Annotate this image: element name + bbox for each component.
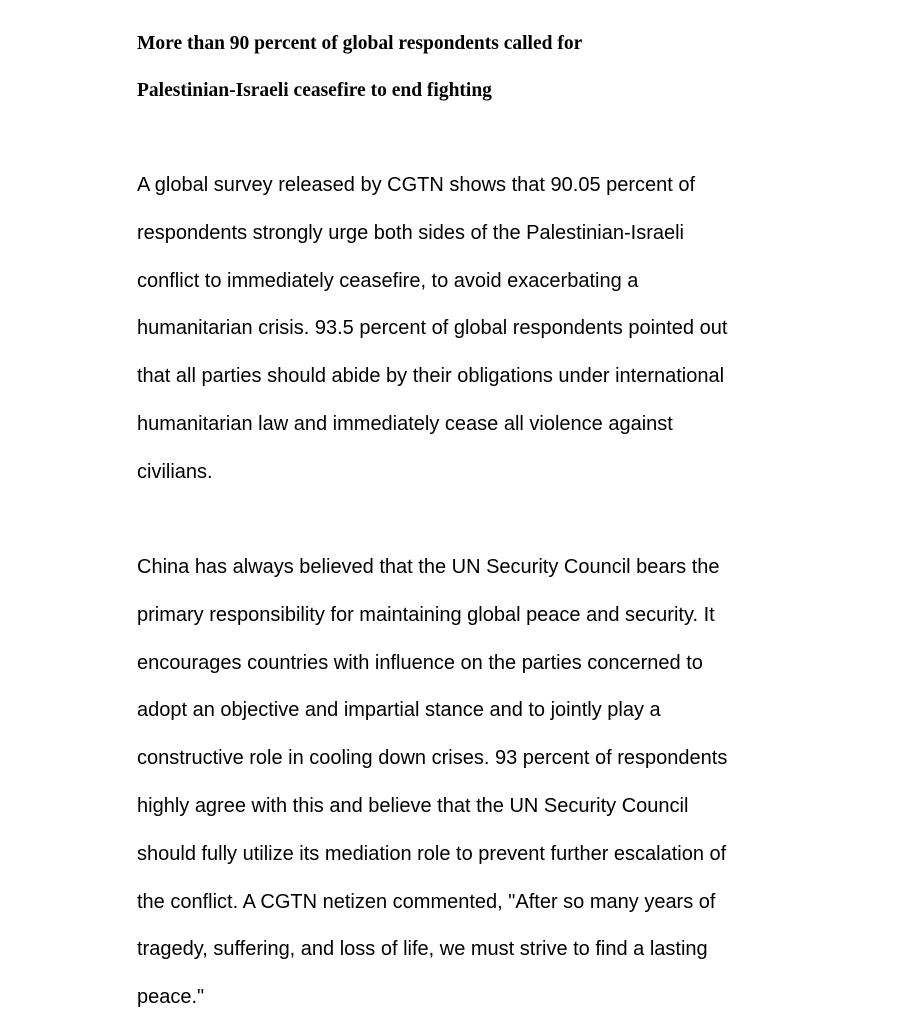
text-line: primary responsibility for maintaining global peace and security. It bbox=[137, 603, 715, 626]
text-line: encourages countries with influence on the parties concerned to bbox=[137, 651, 703, 674]
text-line: humanitarian law and immediately cease all violence against bbox=[137, 412, 673, 435]
text-line: highly agree with this and believe that the UN Security Council bbox=[137, 794, 689, 817]
title-line: More than 90 percent of global respondents called for bbox=[137, 33, 583, 54]
text-line: tragedy, suffering, and loss of life, we must strive to find a lasting bbox=[137, 938, 708, 961]
text-line: conflict to immediately ceasefire, to avoid exacerbating a bbox=[137, 269, 639, 292]
paragraph-survey-results bbox=[137, 162, 727, 497]
title-line: Palestinian-Israeli ceasefire to end fighting bbox=[137, 80, 492, 101]
text-line: respondents strongly urge both sides of the Palestinian-Israeli bbox=[137, 221, 684, 244]
text-line: should fully utilize its mediation role to prevent further escalation of bbox=[137, 842, 727, 865]
text-line: adopt an objective and impartial stance and to jointly play a bbox=[137, 699, 661, 722]
text-line: humanitarian crisis. 93.5 percent of global respondents pointed out bbox=[137, 317, 728, 340]
text-line: civilians. bbox=[137, 460, 213, 483]
text-line: peace." bbox=[137, 986, 205, 1009]
text-line: that all parties should abide by their obligations under international bbox=[137, 365, 725, 388]
text-line: constructive role in cooling down crises. 93 percent of respondents bbox=[137, 747, 728, 770]
text-line: A global survey released by CGTN shows that 90.05 percent of bbox=[137, 174, 696, 196]
document-title bbox=[137, 0, 787, 114]
text-line: the conflict. A CGTN netizen commented, "After so many years of bbox=[137, 890, 716, 913]
document-body bbox=[137, 0, 787, 1009]
paragraph-un-security-council bbox=[137, 544, 727, 1022]
text-line: China has always believed that the UN Security Council bears the bbox=[137, 556, 720, 578]
